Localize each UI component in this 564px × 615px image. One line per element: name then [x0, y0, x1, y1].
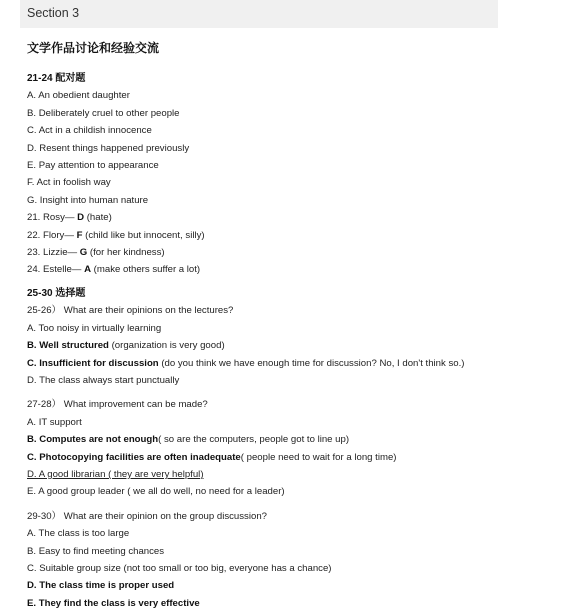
- answer-line: [27, 261, 557, 278]
- answer-line: [27, 209, 557, 226]
- option-line: [27, 337, 557, 354]
- answer-prefix: 24. Estelle—: [27, 264, 85, 276]
- option-line: A. Too noisy in virtually learning: [27, 322, 162, 334]
- option-line: [27, 449, 557, 466]
- option-line: D. A good librarian ( they are very helpful): [27, 468, 204, 480]
- answer-note: (hate): [84, 212, 112, 224]
- matching-section: [27, 70, 557, 279]
- option-line: E. Pay attention to appearance: [27, 160, 159, 172]
- choice-section: [27, 285, 557, 612]
- option-note: ( so are the computers, people got to line up): [158, 434, 350, 446]
- correct-option: C. Photocopying facilities are often inadequate: [27, 451, 241, 463]
- option-note: (organization is very good): [108, 340, 225, 352]
- question-line: 25-26） What are their opinions on the lectures?: [27, 305, 234, 317]
- document-content: [27, 40, 557, 612]
- option-line: F. Act in foolish way: [27, 177, 111, 189]
- matching-heading: 21-24 配对题: [27, 73, 86, 84]
- answer-line: [27, 244, 557, 261]
- option-note: (do you think we have enough time for discussion? No, I don't think so.): [158, 357, 465, 369]
- option-line: B. Easy to find meeting chances: [27, 545, 165, 557]
- answer-key: D: [77, 212, 85, 224]
- option-line: G. Insight into human nature: [27, 194, 149, 206]
- option-line: B. Deliberately cruel to other people: [27, 107, 180, 119]
- answer-key: A: [84, 264, 91, 276]
- correct-option: B. Well structured: [27, 340, 109, 352]
- section-label: Section 3: [27, 6, 80, 20]
- question-line: 29-30） What are their opinion on the group discussion?: [27, 510, 267, 522]
- answer-note: (make others suffer a lot): [91, 264, 201, 276]
- correct-option: D. The class time is proper used: [27, 580, 175, 592]
- page-title: 文学作品讨论和经验交流: [27, 41, 160, 55]
- answer-prefix: 22. Flory—: [27, 229, 77, 241]
- correct-option: C. Insufficient for discussion: [27, 357, 159, 369]
- question-line: 27-28） What improvement can be made?: [27, 399, 208, 411]
- answer-key: G: [79, 247, 88, 259]
- option-line: [27, 431, 557, 448]
- answer-prefix: 23. Lizzie—: [27, 247, 80, 259]
- option-line: D. The class always start punctually: [27, 374, 180, 386]
- correct-option: E. They find the class is very effective: [27, 597, 200, 609]
- section-header-bar: [20, 0, 498, 28]
- answer-note: (for her kindness): [87, 247, 165, 259]
- option-line: C. Act in a childish innocence: [27, 125, 152, 137]
- answer-prefix: 21. Rosy—: [27, 212, 78, 224]
- option-line: C. Suitable group size (not too small or too big, everyone has a chance): [27, 562, 332, 574]
- option-line: D. Resent things happened previously: [27, 142, 190, 154]
- option-line: A. IT support: [27, 416, 82, 428]
- answer-key: F: [76, 229, 83, 241]
- answer-note: (child like but innocent, silly): [82, 229, 205, 241]
- option-line: [27, 355, 557, 372]
- option-note: ( people need to wait for a long time): [240, 451, 397, 463]
- answer-line: [27, 227, 557, 244]
- option-line: A. An obedient daughter: [27, 90, 130, 102]
- option-line: E. A good group leader ( we all do well, no need for a leader): [27, 486, 285, 498]
- option-line: A. The class is too large: [27, 528, 130, 540]
- choice-heading: 25-30 选择题: [27, 287, 86, 299]
- correct-option: B. Computes are not enough: [27, 434, 159, 446]
